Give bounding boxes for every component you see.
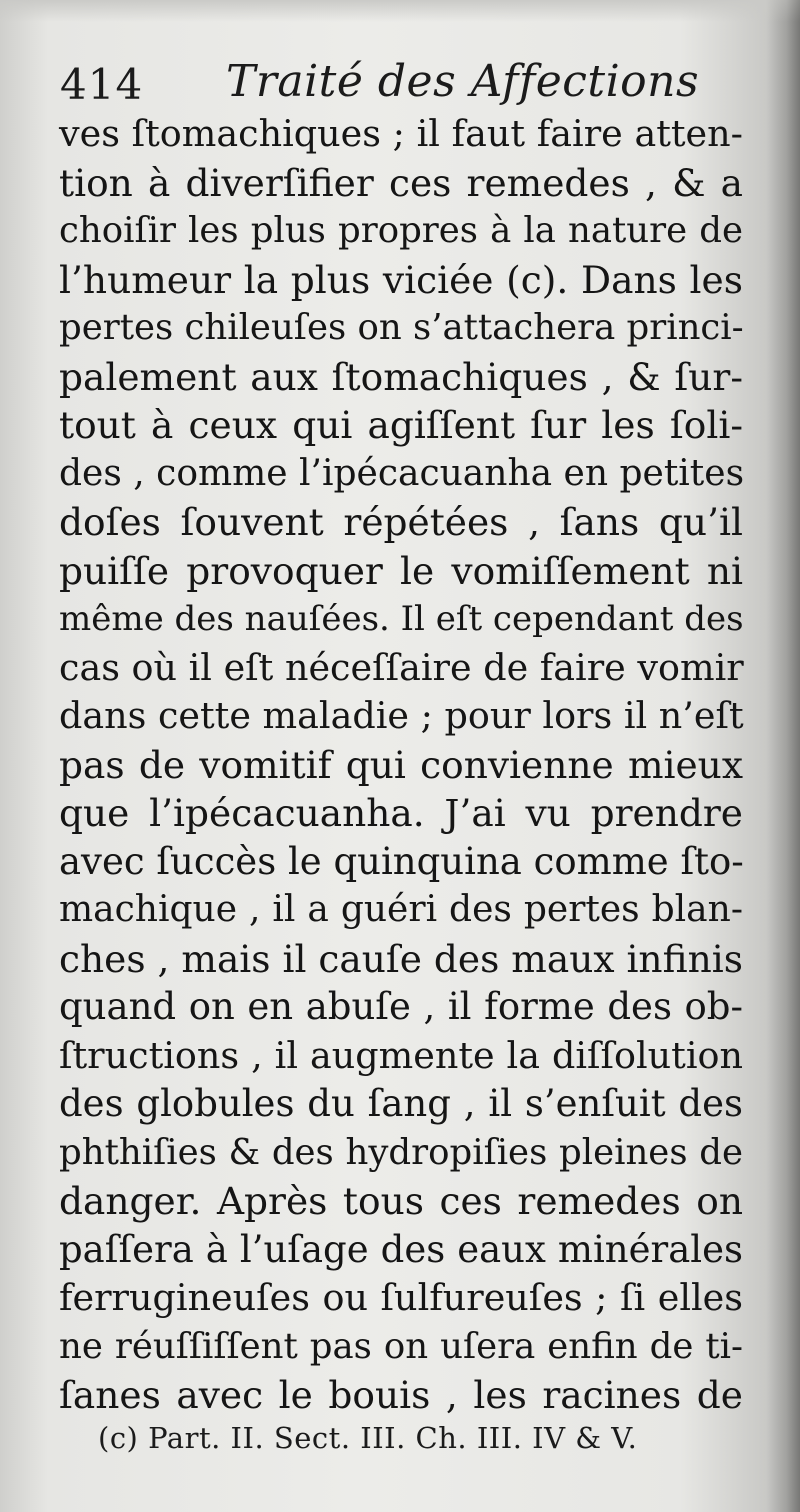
text-line: pertes chileuſes on s’attachera princi-	[59, 307, 744, 348]
page-gutter-shadow	[766, 0, 800, 1512]
text-line: doſes ſouvent répétées , ſans qu’il	[59, 500, 743, 544]
footnote: (c) Part. II. Sect. III. Ch. III. IV & V.	[98, 1421, 638, 1455]
text-line: ves ſtomachiques ; il faut faire atten-	[59, 112, 743, 155]
text-line: quand on en abuſe , il forme des ob-	[59, 985, 743, 1028]
text-line: choiſir les plus propres à la nature de	[59, 210, 743, 251]
text-line: ferrugineuſes ou ſulfureuſes ; ſi elles	[59, 1276, 743, 1319]
text-line: que l’ipécacuanha. J’ai vu prendre	[59, 791, 743, 835]
text-line: l’humeur la plus viciée (c). Dans les	[59, 257, 743, 302]
page-number: 414	[60, 60, 144, 109]
text-line: ſanes avec le bouis , les racines de	[59, 1373, 743, 1417]
page-header	[60, 52, 760, 112]
text-line: tout à ceux qui agiſſent ſur les ſoli-	[59, 403, 743, 447]
text-line: palement aux ſtomachiques , & ſur-	[59, 354, 743, 399]
text-line: même des nauſées. Il eſt cependant des	[59, 599, 744, 639]
text-line: ches , mais il cauſe des maux infinis	[59, 936, 743, 981]
text-line: des globules du ſang , il s’enſuit des	[59, 1082, 743, 1125]
text-line: paſſera à l’uſage des eaux minérales	[59, 1227, 743, 1271]
text-line: puiſſe provoquer le vomiſſement ni	[59, 548, 743, 593]
text-line: cas où il eſt néceſſaire de faire vomir	[59, 645, 744, 689]
text-line: dans cette maladie ; pour lors il n’eſt	[59, 694, 744, 737]
running-title: Traité des Affections	[226, 56, 700, 107]
text-line: tion à diverſifier ces remedes , & a	[59, 160, 743, 205]
page-top-shadow	[0, 0, 800, 22]
text-line: des , comme l’ipécacuanha en petites	[59, 452, 745, 494]
body-text	[59, 110, 743, 1420]
text-line: pas de vomitif qui convienne mieux	[59, 742, 743, 787]
text-line: ſtructions , il augmente la diſſolution	[59, 1033, 743, 1077]
text-line: danger. Après tous ces remedes on	[59, 1179, 743, 1223]
text-line: phthiſies & des hydropiſies pleines de	[59, 1131, 743, 1173]
text-line: ne réuſſiſſent pas on uſera enfin de ti-	[59, 1325, 743, 1367]
text-line: machique , il a guéri des pertes blan-	[59, 889, 743, 930]
text-line: avec ſuccès le quinquina comme ſto-	[59, 839, 744, 883]
